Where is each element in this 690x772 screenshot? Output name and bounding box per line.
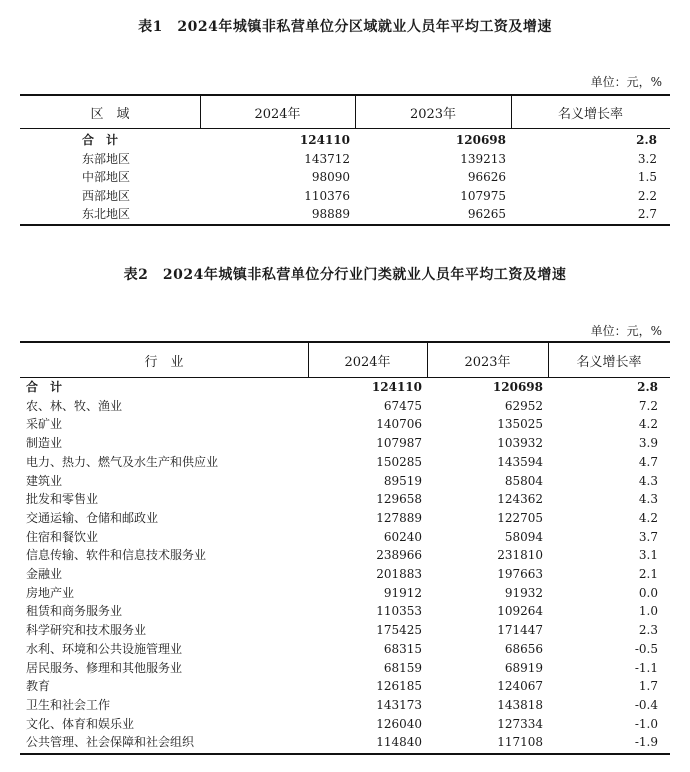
value-2024-cell: 126040: [376, 716, 422, 731]
value-2024-cell: 150285: [376, 454, 422, 469]
value-2023-cell: 96265: [467, 207, 506, 222]
name-cell: 农、林、牧、渔业: [26, 398, 123, 413]
value-2023-cell: 143818: [497, 697, 543, 712]
name-cell: 居民服务、修理和其他服务业: [26, 660, 183, 675]
value-2023-cell: 171447: [497, 623, 543, 638]
value-2024-cell: 126185: [376, 679, 422, 694]
growth-rate-cell: 4.3: [638, 473, 658, 488]
value-2024-cell: 124110: [371, 380, 422, 394]
growth-rate-cell: 2.2: [637, 188, 657, 203]
name-cell: 电力、热力、燃气及水生产和供应业: [26, 454, 219, 469]
value-2024-cell: 110353: [376, 604, 422, 619]
growth-rate-cell: 2.3: [638, 623, 658, 638]
value-2023-cell: 91932: [504, 585, 543, 600]
table1-top-rule: [20, 94, 670, 96]
table1-col-header-rate: 名义增长率: [557, 107, 623, 122]
table2-col-header-industry: 行 业: [144, 355, 184, 370]
value-2024-cell: 143712: [304, 151, 350, 166]
value-2023-cell: 135025: [497, 417, 543, 432]
name-cell: 西部地区: [82, 188, 131, 203]
name-cell: 批发和零售业: [26, 492, 99, 507]
value-2023-cell: 107975: [460, 188, 506, 203]
growth-rate-cell: -1.9: [634, 735, 658, 750]
value-2023-cell: 117108: [497, 735, 543, 750]
name-cell: 金融业: [26, 567, 63, 581]
growth-rate-cell: 1.5: [637, 170, 657, 185]
value-2023-cell: 120698: [492, 380, 543, 394]
value-2024-cell: 67475: [383, 398, 422, 413]
name-cell: 房地产业: [26, 585, 75, 600]
table2-col-header-2023: 2023年: [464, 355, 511, 370]
growth-rate-cell: 3.9: [638, 436, 658, 451]
table2-col-header-rate: 名义增长率: [576, 355, 642, 370]
value-2023-cell: 109264: [497, 604, 543, 619]
value-2024-cell: 110376: [304, 188, 350, 203]
growth-rate-cell: 2.7: [637, 207, 657, 222]
growth-rate-cell: -1.0: [634, 716, 658, 731]
name-cell: 制造业: [26, 436, 63, 451]
name-cell: 东北地区: [82, 207, 131, 222]
value-2023-cell: 68656: [504, 641, 543, 656]
value-2023-cell: 124067: [497, 679, 543, 694]
table2-unit: 单位：元，%: [590, 324, 662, 338]
growth-rate-cell: -0.4: [634, 697, 658, 712]
growth-rate-cell: 4.3: [638, 492, 658, 507]
value-2024-cell: 129658: [376, 492, 422, 507]
growth-rate-cell: 2.8: [636, 133, 657, 147]
value-2024-cell: 89519: [383, 473, 422, 488]
table2-bottom-rule: [20, 753, 670, 755]
name-cell: 水利、环境和公共设施管理业: [26, 641, 183, 656]
name-cell: 采矿业: [26, 417, 63, 432]
value-2024-cell: 175425: [376, 623, 422, 638]
growth-rate-cell: 1.7: [638, 679, 658, 694]
growth-rate-cell: 4.7: [638, 454, 658, 469]
name-cell: 卫生和社会工作: [26, 697, 111, 712]
name-cell: 住宿和餐饮业: [26, 529, 99, 544]
value-2023-cell: 139213: [460, 151, 506, 166]
value-2023-cell: 124362: [497, 492, 543, 507]
value-2023-cell: 85804: [504, 473, 543, 488]
value-2024-cell: 68159: [383, 660, 422, 675]
value-2023-cell: 68919: [504, 660, 543, 675]
name-cell: 文化、体育和娱乐业: [26, 716, 135, 731]
value-2023-cell: 120698: [455, 133, 506, 147]
value-2023-cell: 103932: [497, 436, 543, 451]
table1-bottom-rule: [20, 224, 670, 226]
growth-rate-cell: 2.8: [637, 380, 658, 394]
value-2024-cell: 91912: [383, 585, 422, 600]
name-cell: 交通运输、仓储和邮政业: [26, 510, 159, 525]
name-cell: 教育: [26, 679, 51, 694]
value-2024-cell: 140706: [376, 417, 422, 432]
value-2024-cell: 60240: [383, 529, 422, 544]
table1-unit: 单位：元，%: [590, 75, 662, 89]
growth-rate-cell: 7.2: [638, 398, 658, 413]
table2-top-rule: [20, 341, 670, 343]
name-cell: 租赁和商务服务业: [26, 604, 123, 619]
growth-rate-cell: 1.0: [638, 604, 658, 619]
value-2024-cell: 68315: [383, 641, 422, 656]
value-2024-cell: 107987: [376, 436, 422, 451]
growth-rate-cell: 3.2: [637, 151, 657, 166]
value-2023-cell: 231810: [497, 548, 543, 563]
value-2024-cell: 98889: [311, 207, 350, 222]
value-2024-cell: 201883: [376, 567, 422, 581]
growth-rate-cell: 4.2: [638, 417, 658, 432]
table2-title: 表2 2024年城镇非私营单位分行业门类就业人员年平均工资及增速: [123, 267, 567, 283]
name-cell: 中部地区: [82, 170, 131, 185]
table1-col-header-2024: 2024年: [254, 107, 301, 122]
table2-col-header-2024: 2024年: [344, 355, 391, 370]
table1-header-rule: [20, 128, 670, 129]
value-2023-cell: 197663: [497, 567, 543, 581]
value-2024-cell: 143173: [376, 697, 422, 712]
growth-rate-cell: 3.1: [638, 548, 658, 563]
name-cell: 建筑业: [26, 473, 63, 488]
table1-col-header-2023: 2023年: [409, 107, 457, 122]
value-2023-cell: 127334: [497, 716, 543, 731]
growth-rate-cell: 2.1: [638, 567, 658, 581]
growth-rate-cell: 0.0: [638, 585, 658, 600]
table1-title: 表1 2024年城镇非私营单位分区域就业人员年平均工资及增速: [138, 19, 552, 35]
value-2023-cell: 58094: [504, 529, 543, 544]
name-cell: 合 计: [26, 380, 63, 394]
name-cell: 信息传输、软件和信息技术服务业: [26, 548, 207, 563]
growth-rate-cell: -1.1: [634, 660, 658, 675]
value-2024-cell: 124110: [299, 133, 350, 147]
table1-col-header-region: 区 域: [90, 107, 130, 122]
growth-rate-cell: 4.2: [638, 510, 658, 525]
value-2024-cell: 98090: [311, 170, 350, 185]
value-2024-cell: 127889: [376, 510, 422, 525]
name-cell: 合 计: [82, 133, 119, 147]
name-cell: 东部地区: [82, 151, 131, 166]
value-2023-cell: 96626: [467, 170, 506, 185]
growth-rate-cell: -0.5: [634, 641, 658, 656]
value-2024-cell: 114840: [376, 735, 422, 750]
value-2024-cell: 238966: [376, 548, 422, 563]
value-2023-cell: 62952: [504, 398, 543, 413]
value-2023-cell: 122705: [497, 510, 543, 525]
name-cell: 公共管理、社会保障和社会组织: [26, 735, 195, 750]
growth-rate-cell: 3.7: [638, 529, 658, 544]
name-cell: 科学研究和技术服务业: [26, 623, 147, 638]
value-2023-cell: 143594: [497, 454, 543, 469]
